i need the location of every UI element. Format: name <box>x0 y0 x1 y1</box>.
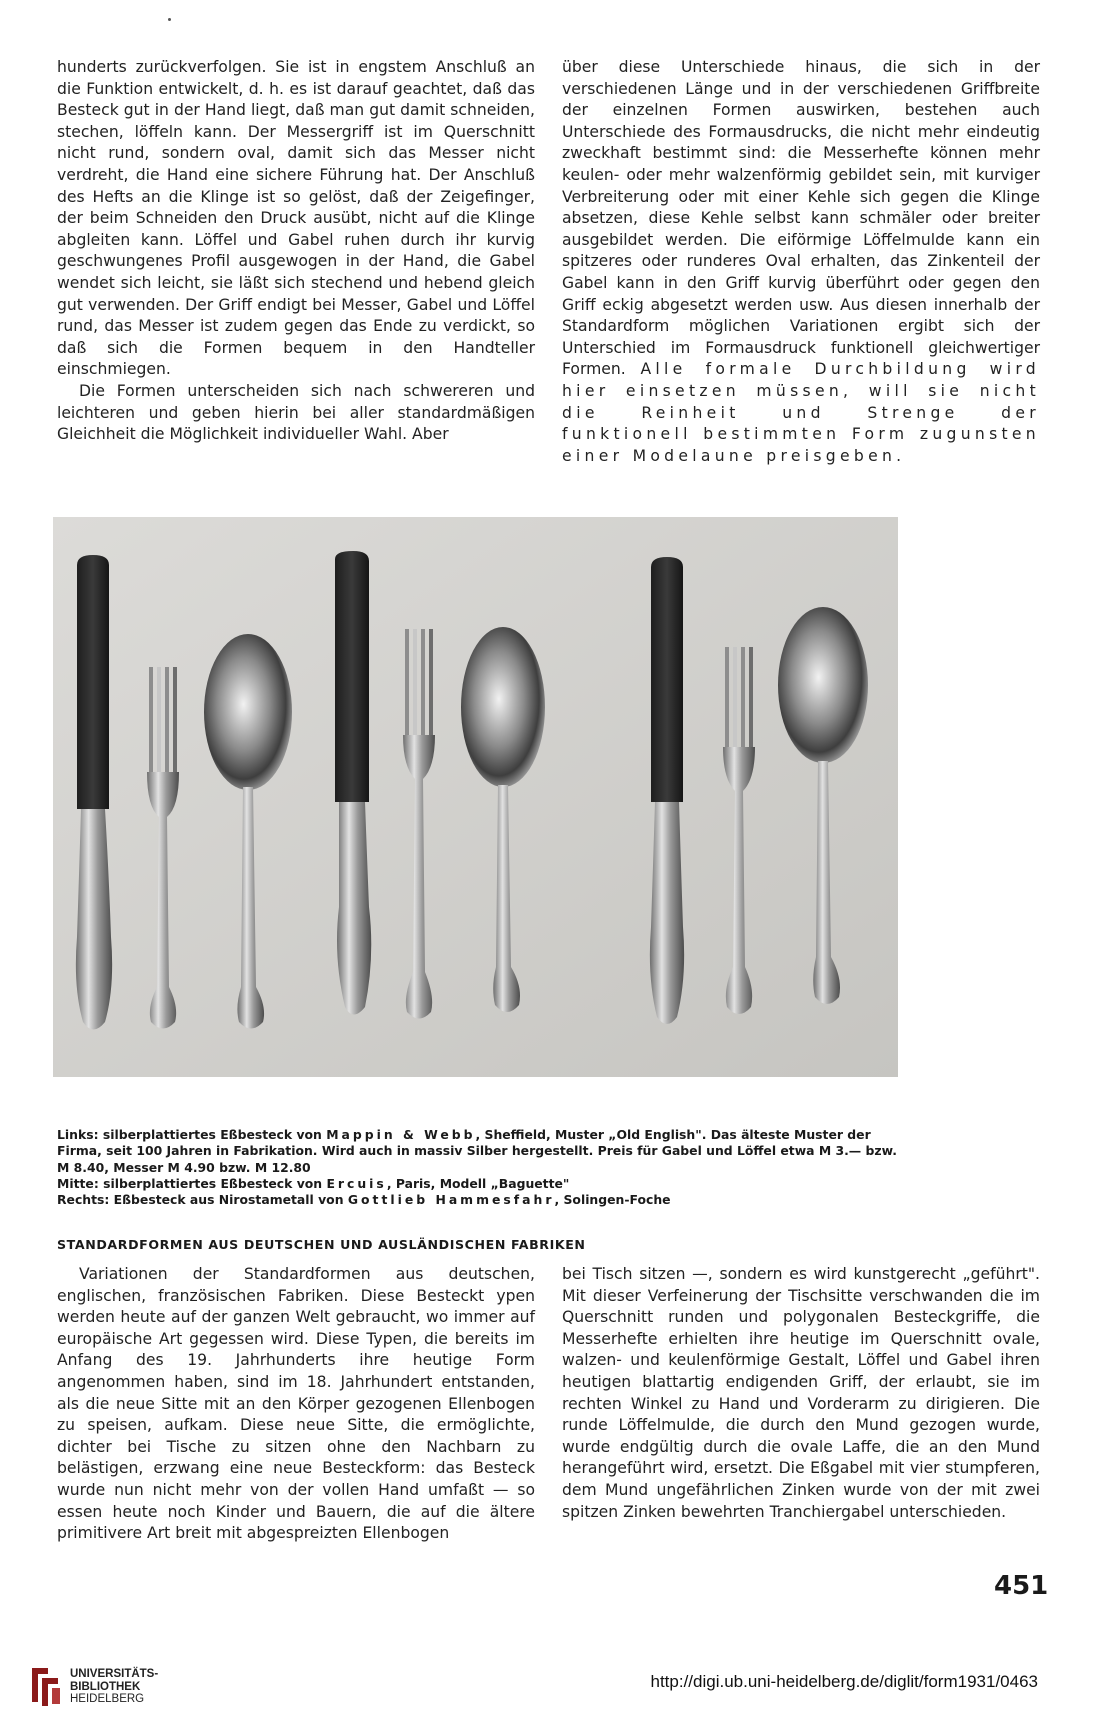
caption-text: , Sheffield, Muster „Old English". Das älteste Muster der Firma, seit 100 Jahren in Fabrikation. Wird auch in massiv Silber hergestellt. Preis für Gabel und Löffel etwa M 3.— bzw. M 8.40, Messer M 4.90 bzw. M 12.80 <box>57 1127 897 1175</box>
knife-middle <box>335 551 371 1015</box>
caption-maker: Mappin & Webb <box>326 1127 476 1142</box>
knife-right <box>650 557 684 1024</box>
text-column-bottom-right <box>562 1264 1040 1523</box>
page-speck <box>168 18 171 21</box>
source-url-link[interactable]: http://digi.ub.uni-heidelberg.de/diglit/form1931/0463 <box>650 1672 1038 1691</box>
page-number: 451 <box>994 1571 1049 1601</box>
caption-text: , Paris, Modell „Baguette" <box>386 1175 570 1191</box>
paragraph <box>562 57 1040 467</box>
page-footer <box>0 1650 1114 1735</box>
library-name-line: UNIVERSITÄTS- <box>70 1668 159 1680</box>
knife-left <box>76 555 112 1030</box>
cutlery-illustration <box>53 517 898 1077</box>
text-column-top-right <box>562 57 1040 467</box>
figure-caption <box>57 1127 902 1208</box>
caption-text: Links: silberplattiertes Eßbesteck von <box>57 1127 327 1142</box>
paragraph: bei Tisch sitzen —, sondern es wird kunstgerecht „geführt". Mit dieser Verfeinerung der Tischsitte verschwanden die im Querschnitt runden und polygonalen Besteckgriffe, die Messerhefte erhielten ihre heutige im Querschnitt ovale, walzen- und keulenförmige Gestalt, Löffel und Gabel ihren heutigen blattartig endigenden Griff, der erlaubt, sie im rechten Winkel zu Hand und Vorderarm zu dirigieren. Die runde Löffelmulde, die durch den Mund gezogen wurde, wurde endgültig durch die ovale Laffe, die an den Mund herangeführt wird, ersetzt. Die Eßgabel mit vier stumpferen, dem Mund ungefährlichen Zinken wurde von der mit zwei spitzen Zinken bewehrten Tranchiergabel unterschieden. <box>562 1265 1040 1521</box>
caption-maker: Gottlieb Hammesfahr <box>347 1192 555 1208</box>
caption-text: , Solingen-Foche <box>554 1192 671 1208</box>
cutlery-photo <box>53 517 898 1077</box>
paragraph-text: über diese Unterschiede hinaus, die sich in der verschiedenen Länge und in der verschiedenen Griffbreite der einzelnen Formen auswirken, bestehen auch Unterschiede des Formausdrucks, die nicht mehr eindeutig zweckhaft bestimmt sind: die Messerhefte können mehr keulen- oder mehr walzenförmig gebildet sein, mit kurviger Verbreiterung oder mit einer Kehle sich gegen die Klinge absetzen, diese Kehle selbst kann schmäler oder breiter ausgebildet werden. Die eiförmige Löffelmulde kann ein spitzeres oder runderes Oval erhalten, das Zinkenteil der Gabel kann in den Griff kurvig überführt oder gegen den Griff eckig abgesetzt werden usw. Aus diesen innerhalb der Standardform möglichen Variationen ergibt sich der Unterschied im Formausdruck funktionell gleichwertiger Formen. <box>562 58 1040 379</box>
paragraph: Variationen der Standardformen aus deutschen, englischen, französischen Fabriken. Diese Besteckt ypen werden heute auf der ganzen Welt gebraucht, wo immer auf europäische Art gegessen wird. Diese Typen, die bereits im Anfang des 19. Jahrhunderts ihre heutige Form angenommen haben, sind im 18. Jahrhundert entstanden, als die neue Sitte mit an den Körper gezogenen Ellenbogen zu speisen, aufkam. Diese neue Sitte, die ermöglichte, dichter bei Tische zu sitzen ohne den Nachbarn zu belästigen, erzwang eine neue Besteckform: das Besteck wurde nun nicht mehr von der vollen Hand umfaßt — so essen heute noch Kinder und Bauern, die auf die ältere primitivere Art breit mit abgespreizten Ellenbogen <box>57 1265 535 1543</box>
library-name-line: BIBLIOTHEK <box>70 1680 141 1693</box>
caption-maker: Ercuis <box>326 1175 387 1191</box>
section-heading: STANDARDFORMEN AUS DEUTSCHEN UND AUSLÄNDISCHEN FABRIKEN <box>57 1237 586 1252</box>
library-name[interactable] <box>70 1668 158 1706</box>
caption-line-middle <box>57 1176 902 1192</box>
library-logo-icon[interactable] <box>28 1664 64 1708</box>
caption-text: Mitte: silberplattiertes Eßbesteck von <box>57 1175 327 1191</box>
emphasized-text: Alle formale Durchbildung wird hier einsetzen müssen, will sie nicht die Reinheit und Strenge der funktionell bestimmten Form zugunsten einer Modelaune preisgeben. <box>562 360 1040 465</box>
library-name-line: HEIDELBERG <box>70 1693 145 1705</box>
paragraph: hunderts zurückverfolgen. Sie ist in engstem Anschluß an die Funktion entwickelt, d. h. es ist darauf geachtet, daß das Besteck gut in der Hand liegt, daß man gut damit schneiden, stechen, löffeln kann. Der Messergriff ist im Querschnitt nicht rund, sondern oval, damit sich das Messer nicht verdreht, die Hand eine sichere Führung hat. Der Anschluß des Hefts an die Klinge ist so gelöst, daß der Zeigefinger, der beim Schneiden den Druck ausübt, nicht auf die Klinge abgleiten kann. Löffel und Gabel ruhen durch ihr kurvig geschwungenes Profil ausgewogen in der Hand, die Gabel wendet sich leicht, sie läßt sich stechend und hebend gleich gut verwenden. Der Griff endigt bei Messer, Gabel und Löffel rund, das Messer ist zudem gegen das Ende zu verdickt, so daß sich die Formen bequem in den Handteller einschmiegen. <box>57 58 535 379</box>
caption-line-left <box>57 1127 902 1176</box>
text-column-bottom-left <box>57 1264 535 1545</box>
caption-text: Rechts: Eßbesteck aus Nirostametall von <box>57 1192 348 1208</box>
caption-line-right <box>57 1192 902 1208</box>
paragraph: Die Formen unterscheiden sich nach schwereren und leichteren und geben hierin bei aller standardmäßigen Gleichheit die Möglichkeit individueller Wahl. Aber <box>57 381 535 444</box>
text-column-top-left <box>57 57 535 446</box>
